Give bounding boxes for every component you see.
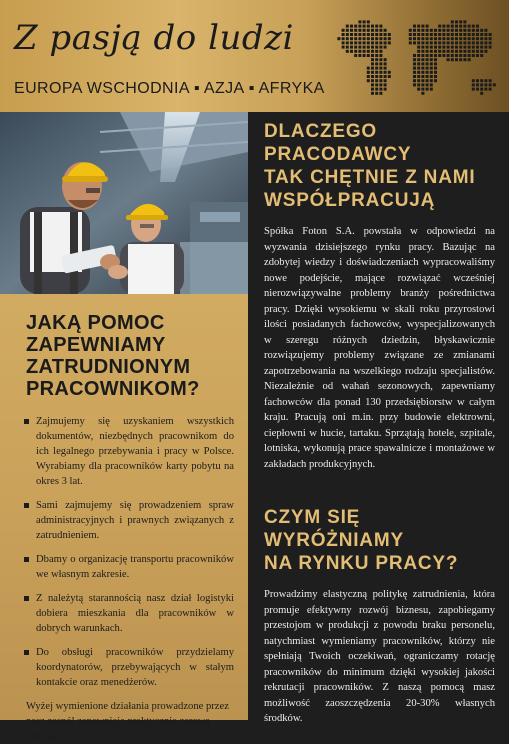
what-distinguishes-heading bbox=[264, 506, 495, 575]
heading-line: JAKĄ POMOC bbox=[26, 312, 165, 334]
company-paragraph: Spółka Foton S.A. powstała w odpowiedzi na wyzwania dzisiejszego rynku pracy. Bazując na zdobytej wiedzy i doświadczeniach wypracowaliśmy nowe podejście, mające rozwiązać wcześniej nierozwiązywalne problemy branży pośrednictwa pracy. Dzięki wysokiemu w skali roku przyrostowi ilości posiadanych fachowców, wyspecjalizowanych w szeregu różnych dziedzin, błyskawicznie rozwiązujemy problemy związane ze zmianami zapotrzebowania na wszelkiego rodzaju specjalistów. Niezależnie od wahań sezonowych, zapewniamy fachowców dla ponad 130 przedsiębiorstw w całym kraju. Pracują oni m.in. przy budowie elektrowni, ciepłowni w hucie, tartaku. Sprzątają hotele, szpitale, lotniska, wykonują prace spawalnicze i montażowe w zakładach produkcyjnych. bbox=[264, 226, 495, 470]
heading-line: ZAPEWNIAMY bbox=[26, 334, 166, 356]
list-item: Z należytą starannością nasz dział logistyki dobiera mieszkania dla pracowników w dobrych warunkach. bbox=[26, 591, 234, 636]
heading-line: ZATRUDNIONYM bbox=[26, 356, 191, 378]
heading-line: DLACZEGO bbox=[264, 121, 378, 142]
support-list bbox=[26, 414, 234, 690]
heading-line: CZYM SIĘ bbox=[264, 507, 361, 528]
employer-column bbox=[248, 112, 509, 724]
list-item: Dbamy o organizację transportu pracowników we własnym zakresie. bbox=[26, 552, 234, 582]
heading-line: WYRÓŻNIAMY bbox=[264, 530, 404, 551]
heading-line: WSPÓŁPRACUJĄ bbox=[264, 190, 436, 211]
list-item: Zajmujemy się uzyskaniem wszystkich dokumentów, niezbędnych pracownikom do ich legalnego przebywania i pracy w Polsce. Wyrabiamy dla pracowników karty pobytu na okres 3 lat. bbox=[26, 414, 234, 489]
list-item: Sami zajmujemy się prowadzeniem spraw administracyjnych i prawnych związanych z zatrudnieniem. bbox=[26, 498, 234, 543]
header-banner bbox=[0, 0, 509, 112]
list-item: Do obsługi pracowników przydzielamy koordynatorów, przebywających w stałym kontakcie oraz menedżerów. bbox=[26, 645, 234, 690]
page-title: Z pasją do ludzi bbox=[14, 18, 294, 58]
support-heading bbox=[26, 312, 234, 400]
heading-line: TAK CHĘTNIE Z NAMI bbox=[264, 167, 476, 188]
workers-photo bbox=[0, 112, 248, 294]
support-panel bbox=[0, 294, 248, 742]
advantages-paragraph: Prowadzimy elastyczną politykę zatrudnienia, która promuje efektywny rozwój biznesu, zapobiegamy przestojom w produkcji z powodu braku personelu, natychmiast wymieniamy pracowników, którzy nie spełniają Twoich oczekiwań, ograniczamy rotację pracowników do minimum dzięki wysokiej jakości rekrutacji pracowników. Z naszą pomocą masz możliwość zaoszczędzenia 20-30% własnych środków. bbox=[264, 589, 495, 724]
regions-subtitle: EUROPA WSCHODNIA ▪ AZJA ▪ AFRYKA bbox=[14, 80, 325, 97]
support-footer: Wyżej wymienione działania prowadzone przez nasz zespół zapewniają praktycznie zerową rotację. bbox=[26, 701, 229, 742]
heading-line: PRACOWNIKOM? bbox=[26, 378, 200, 400]
heading-line: PRACODAWCY bbox=[264, 144, 412, 165]
world-map-icon bbox=[325, 8, 503, 104]
heading-line: NA RYNKU PRACY? bbox=[264, 553, 459, 574]
why-employers-heading bbox=[264, 120, 495, 212]
